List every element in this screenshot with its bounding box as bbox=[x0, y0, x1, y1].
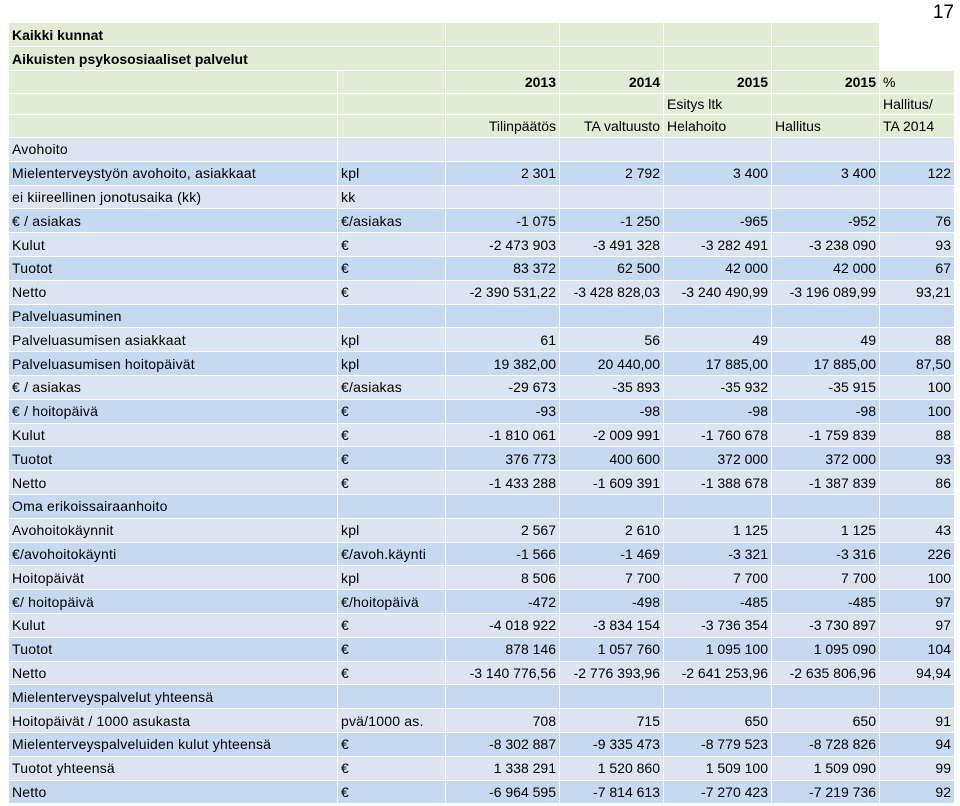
value-2015-esitys: 42 000 bbox=[664, 256, 772, 280]
value-2015-esitys: 3 400 bbox=[664, 161, 772, 185]
table-row bbox=[9, 375, 955, 399]
value-2014: 1 520 860 bbox=[560, 756, 664, 780]
row-unit: € bbox=[338, 637, 446, 661]
row-unit bbox=[338, 138, 446, 162]
row-unit: kpl bbox=[338, 566, 446, 590]
table-row bbox=[9, 518, 955, 542]
value-2015-esitys: -8 779 523 bbox=[664, 732, 772, 756]
row-unit: kpl bbox=[338, 161, 446, 185]
value-2014: -2 009 991 bbox=[560, 423, 664, 447]
row-unit: kpl bbox=[338, 328, 446, 352]
value-2015-esitys: -1 388 678 bbox=[664, 471, 772, 495]
value-2015-hallitus: -3 316 bbox=[772, 542, 880, 566]
value-percent: 122 bbox=[880, 161, 955, 185]
value-2015-hallitus: -1 387 839 bbox=[772, 471, 880, 495]
value-2015-esitys: -1 760 678 bbox=[664, 423, 772, 447]
value-percent bbox=[880, 185, 955, 209]
value-2013: -1 810 061 bbox=[446, 423, 560, 447]
row-label: Hoitopäivät bbox=[9, 566, 338, 590]
value-2014: 715 bbox=[560, 709, 664, 733]
value-2015-hallitus: -7 219 736 bbox=[772, 780, 880, 804]
row-unit: €/asiakas bbox=[338, 375, 446, 399]
row-unit: €/avoh.käynti bbox=[338, 542, 446, 566]
row-label: Kulut bbox=[9, 423, 338, 447]
value-percent bbox=[880, 685, 955, 709]
header-sub-row-1 bbox=[9, 94, 955, 115]
value-percent bbox=[880, 138, 955, 162]
value-2015-esitys bbox=[664, 494, 772, 518]
value-2015-hallitus: -35 915 bbox=[772, 375, 880, 399]
table-row bbox=[9, 233, 955, 257]
value-2013: 708 bbox=[446, 709, 560, 733]
value-percent: 100 bbox=[880, 566, 955, 590]
percent-header: % bbox=[880, 71, 955, 94]
header-sub-row-2 bbox=[9, 115, 955, 138]
table-row bbox=[9, 637, 955, 661]
value-2015-esitys: 17 885,00 bbox=[664, 352, 772, 376]
value-2014 bbox=[560, 185, 664, 209]
header-year-row bbox=[9, 71, 955, 94]
col-hallitus-ta-label: Hallitus/ bbox=[880, 94, 955, 115]
value-2014: 1 057 760 bbox=[560, 637, 664, 661]
value-percent: 87,50 bbox=[880, 352, 955, 376]
table-row bbox=[9, 471, 955, 495]
value-2014: 20 440,00 bbox=[560, 352, 664, 376]
value-2013: 2 567 bbox=[446, 518, 560, 542]
value-2013: -29 673 bbox=[446, 375, 560, 399]
value-2015-esitys: 49 bbox=[664, 328, 772, 352]
value-percent: 91 bbox=[880, 709, 955, 733]
value-2013 bbox=[446, 494, 560, 518]
row-label: Mielenterveystyön avohoito, asiakkaat bbox=[9, 161, 338, 185]
row-label: € / asiakas bbox=[9, 209, 338, 233]
table-row bbox=[9, 590, 955, 614]
value-2015-hallitus bbox=[772, 494, 880, 518]
row-unit: pvä/1000 as. bbox=[338, 709, 446, 733]
row-unit: € bbox=[338, 613, 446, 637]
value-2013: 376 773 bbox=[446, 447, 560, 471]
value-2015-esitys bbox=[664, 185, 772, 209]
row-label: ei kiireellinen jonotusaika (kk) bbox=[9, 185, 338, 209]
value-2013: -8 302 887 bbox=[446, 732, 560, 756]
value-2015-hallitus: 49 bbox=[772, 328, 880, 352]
row-unit bbox=[338, 304, 446, 328]
table-row bbox=[9, 423, 955, 447]
value-percent: 100 bbox=[880, 375, 955, 399]
row-unit: € bbox=[338, 756, 446, 780]
table-row bbox=[9, 542, 955, 566]
section-title: Avohoito bbox=[9, 138, 338, 162]
value-2015-esitys: 7 700 bbox=[664, 566, 772, 590]
value-2015-hallitus: -8 728 826 bbox=[772, 732, 880, 756]
row-unit: kpl bbox=[338, 518, 446, 542]
value-2013: 83 372 bbox=[446, 256, 560, 280]
value-percent: 88 bbox=[880, 328, 955, 352]
value-percent: 86 bbox=[880, 471, 955, 495]
row-unit: € bbox=[338, 256, 446, 280]
value-percent: 99 bbox=[880, 756, 955, 780]
value-2015-esitys: -3 282 491 bbox=[664, 233, 772, 257]
value-2015-esitys: -3 240 490,99 bbox=[664, 280, 772, 304]
row-unit: € bbox=[338, 423, 446, 447]
row-unit: € bbox=[338, 471, 446, 495]
row-label: Palveluasumisen hoitopäivät bbox=[9, 352, 338, 376]
value-2015-hallitus bbox=[772, 138, 880, 162]
value-percent: 94 bbox=[880, 732, 955, 756]
value-2014: -3 834 154 bbox=[560, 613, 664, 637]
row-label: Netto bbox=[9, 280, 338, 304]
value-2015-hallitus: 1 509 090 bbox=[772, 756, 880, 780]
value-2015-esitys: 650 bbox=[664, 709, 772, 733]
value-2015-hallitus: 42 000 bbox=[772, 256, 880, 280]
table-row bbox=[9, 256, 955, 280]
value-2015-esitys bbox=[664, 304, 772, 328]
value-2014 bbox=[560, 138, 664, 162]
value-2015-hallitus: -98 bbox=[772, 399, 880, 423]
table-row bbox=[9, 209, 955, 233]
row-label: Netto bbox=[9, 780, 338, 804]
section-row bbox=[9, 138, 955, 162]
value-2014: -1 469 bbox=[560, 542, 664, 566]
value-2015-hallitus: 372 000 bbox=[772, 447, 880, 471]
value-2013: 19 382,00 bbox=[446, 352, 560, 376]
row-label: Palveluasumisen asiakkaat bbox=[9, 328, 338, 352]
value-2014: -98 bbox=[560, 399, 664, 423]
value-2015-esitys: -3 736 354 bbox=[664, 613, 772, 637]
value-2014 bbox=[560, 494, 664, 518]
value-2015-hallitus: -3 238 090 bbox=[772, 233, 880, 257]
value-2014: -3 491 328 bbox=[560, 233, 664, 257]
table-row bbox=[9, 447, 955, 471]
row-label: Hoitopäivät / 1000 asukasta bbox=[9, 709, 338, 733]
table-row bbox=[9, 780, 955, 804]
section-title: Palveluasuminen bbox=[9, 304, 338, 328]
value-2013 bbox=[446, 185, 560, 209]
row-label: Tuotot bbox=[9, 447, 338, 471]
col-helahoito: Helahoito bbox=[664, 115, 772, 138]
value-2015-hallitus: 1 095 090 bbox=[772, 637, 880, 661]
value-percent: 43 bbox=[880, 518, 955, 542]
value-2013 bbox=[446, 685, 560, 709]
row-unit: € bbox=[338, 280, 446, 304]
value-2014: 2 610 bbox=[560, 518, 664, 542]
value-2013: 61 bbox=[446, 328, 560, 352]
value-2014: 62 500 bbox=[560, 256, 664, 280]
value-2014: 7 700 bbox=[560, 566, 664, 590]
value-percent: 93 bbox=[880, 447, 955, 471]
value-2013: -1 433 288 bbox=[446, 471, 560, 495]
table-row bbox=[9, 161, 955, 185]
table-row bbox=[9, 613, 955, 637]
table-row bbox=[9, 732, 955, 756]
row-label: Mielenterveyspalveluiden kulut yhteensä bbox=[9, 732, 338, 756]
value-2013: -3 140 776,56 bbox=[446, 661, 560, 685]
col-tilinpaatos: Tilinpäätös bbox=[446, 115, 560, 138]
row-label: Tuotot bbox=[9, 256, 338, 280]
value-2015-hallitus: -485 bbox=[772, 590, 880, 614]
value-2015-hallitus: -3 730 897 bbox=[772, 613, 880, 637]
row-label: €/avohoitokäynti bbox=[9, 542, 338, 566]
value-2013: 2 301 bbox=[446, 161, 560, 185]
row-label: €/ hoitopäivä bbox=[9, 590, 338, 614]
value-2014: -7 814 613 bbox=[560, 780, 664, 804]
value-2014: -2 776 393,96 bbox=[560, 661, 664, 685]
value-percent: 93 bbox=[880, 233, 955, 257]
col-hallitus: Hallitus bbox=[772, 115, 880, 138]
value-2013: 1 338 291 bbox=[446, 756, 560, 780]
value-2015-hallitus: 650 bbox=[772, 709, 880, 733]
value-2015-esitys: -35 932 bbox=[664, 375, 772, 399]
value-2015-hallitus: -1 759 839 bbox=[772, 423, 880, 447]
value-percent: 226 bbox=[880, 542, 955, 566]
row-unit bbox=[338, 494, 446, 518]
value-2015-hallitus: 1 125 bbox=[772, 518, 880, 542]
value-2015-hallitus bbox=[772, 685, 880, 709]
value-percent: 104 bbox=[880, 637, 955, 661]
section-row bbox=[9, 494, 955, 518]
value-2013: -1 075 bbox=[446, 209, 560, 233]
value-2013: 8 506 bbox=[446, 566, 560, 590]
section-row bbox=[9, 304, 955, 328]
row-label: Tuotot bbox=[9, 637, 338, 661]
value-2014 bbox=[560, 304, 664, 328]
year-2013: 2013 bbox=[446, 71, 560, 94]
row-unit: € bbox=[338, 732, 446, 756]
value-2015-esitys: -3 321 bbox=[664, 542, 772, 566]
col-esitys-label: Esitys ltk bbox=[664, 94, 772, 115]
value-percent: 92 bbox=[880, 780, 955, 804]
row-label: € / hoitopäivä bbox=[9, 399, 338, 423]
value-2015-esitys: 1 509 100 bbox=[664, 756, 772, 780]
value-2014: 400 600 bbox=[560, 447, 664, 471]
row-label: Kulut bbox=[9, 233, 338, 257]
value-2014: -3 428 828,03 bbox=[560, 280, 664, 304]
table-row bbox=[9, 328, 955, 352]
table-row bbox=[9, 756, 955, 780]
value-2015-hallitus: -3 196 089,99 bbox=[772, 280, 880, 304]
row-label: Netto bbox=[9, 471, 338, 495]
table-row bbox=[9, 185, 955, 209]
row-unit: kpl bbox=[338, 352, 446, 376]
col-ta-2014: TA 2014 bbox=[880, 115, 955, 138]
value-2015-esitys: -98 bbox=[664, 399, 772, 423]
value-2014: -1 609 391 bbox=[560, 471, 664, 495]
row-label: Tuotot yhteensä bbox=[9, 756, 338, 780]
header-title-row-2 bbox=[9, 47, 955, 71]
value-2015-esitys bbox=[664, 138, 772, 162]
value-2013 bbox=[446, 304, 560, 328]
row-label: € / asiakas bbox=[9, 375, 338, 399]
table-row bbox=[9, 709, 955, 733]
value-2015-hallitus bbox=[772, 304, 880, 328]
value-2015-esitys: -485 bbox=[664, 590, 772, 614]
value-2015-hallitus: -952 bbox=[772, 209, 880, 233]
value-2014: -35 893 bbox=[560, 375, 664, 399]
value-2013 bbox=[446, 138, 560, 162]
value-2013: -472 bbox=[446, 590, 560, 614]
row-label: Avohoitokäynnit bbox=[9, 518, 338, 542]
header-title-row-1 bbox=[9, 23, 955, 47]
value-percent: 93,21 bbox=[880, 280, 955, 304]
value-2014 bbox=[560, 685, 664, 709]
value-percent: 94,94 bbox=[880, 661, 955, 685]
value-2015-hallitus: 17 885,00 bbox=[772, 352, 880, 376]
year-2014: 2014 bbox=[560, 71, 664, 94]
table-row bbox=[9, 661, 955, 685]
value-percent bbox=[880, 494, 955, 518]
row-unit: € bbox=[338, 447, 446, 471]
row-label: Kulut bbox=[9, 613, 338, 637]
page-number: 17 bbox=[932, 2, 954, 23]
value-2013: -2 473 903 bbox=[446, 233, 560, 257]
value-percent bbox=[880, 304, 955, 328]
value-2015-esitys: -2 641 253,96 bbox=[664, 661, 772, 685]
row-unit: € bbox=[338, 233, 446, 257]
value-2015-esitys: 1 125 bbox=[664, 518, 772, 542]
value-2015-esitys: 1 095 100 bbox=[664, 637, 772, 661]
row-unit bbox=[338, 685, 446, 709]
table-row bbox=[9, 280, 955, 304]
value-2015-hallitus: 7 700 bbox=[772, 566, 880, 590]
section-title: Oma erikoissairaanhoito bbox=[9, 494, 338, 518]
title-line-2: Aikuisten psykososiaaliset palvelut bbox=[9, 47, 446, 71]
value-2014: -9 335 473 bbox=[560, 732, 664, 756]
row-unit: € bbox=[338, 399, 446, 423]
value-2015-hallitus: -2 635 806,96 bbox=[772, 661, 880, 685]
row-unit: € bbox=[338, 780, 446, 804]
col-ta-valtuusto: TA valtuusto bbox=[560, 115, 664, 138]
table-row bbox=[9, 352, 955, 376]
value-2014: -1 250 bbox=[560, 209, 664, 233]
value-percent: 97 bbox=[880, 613, 955, 637]
value-percent: 88 bbox=[880, 423, 955, 447]
value-2014: 2 792 bbox=[560, 161, 664, 185]
value-2015-esitys bbox=[664, 685, 772, 709]
row-unit: € bbox=[338, 661, 446, 685]
value-2015-hallitus bbox=[772, 185, 880, 209]
value-2013: -4 018 922 bbox=[446, 613, 560, 637]
value-2013: -93 bbox=[446, 399, 560, 423]
value-2015-esitys: -7 270 423 bbox=[664, 780, 772, 804]
value-2013: 878 146 bbox=[446, 637, 560, 661]
value-2015-esitys: -965 bbox=[664, 209, 772, 233]
row-unit: €/asiakas bbox=[338, 209, 446, 233]
row-unit: kk bbox=[338, 185, 446, 209]
value-2013: -2 390 531,22 bbox=[446, 280, 560, 304]
value-percent: 100 bbox=[880, 399, 955, 423]
value-2015-hallitus: 3 400 bbox=[772, 161, 880, 185]
section-row bbox=[9, 685, 955, 709]
value-percent: 97 bbox=[880, 590, 955, 614]
section-title: Mielenterveyspalvelut yhteensä bbox=[9, 685, 338, 709]
value-2014: -498 bbox=[560, 590, 664, 614]
year-2015-hallitus: 2015 bbox=[772, 71, 880, 94]
budget-table bbox=[8, 22, 955, 804]
row-unit: €/hoitopäivä bbox=[338, 590, 446, 614]
value-2013: -1 566 bbox=[446, 542, 560, 566]
value-2015-esitys: 372 000 bbox=[664, 447, 772, 471]
table-row bbox=[9, 566, 955, 590]
row-label: Netto bbox=[9, 661, 338, 685]
table-row bbox=[9, 399, 955, 423]
value-percent: 67 bbox=[880, 256, 955, 280]
value-2014: 56 bbox=[560, 328, 664, 352]
value-percent: 76 bbox=[880, 209, 955, 233]
year-2015-esitys: 2015 bbox=[664, 71, 772, 94]
title-line-1: Kaikki kunnat bbox=[9, 23, 446, 47]
value-2013: -6 964 595 bbox=[446, 780, 560, 804]
